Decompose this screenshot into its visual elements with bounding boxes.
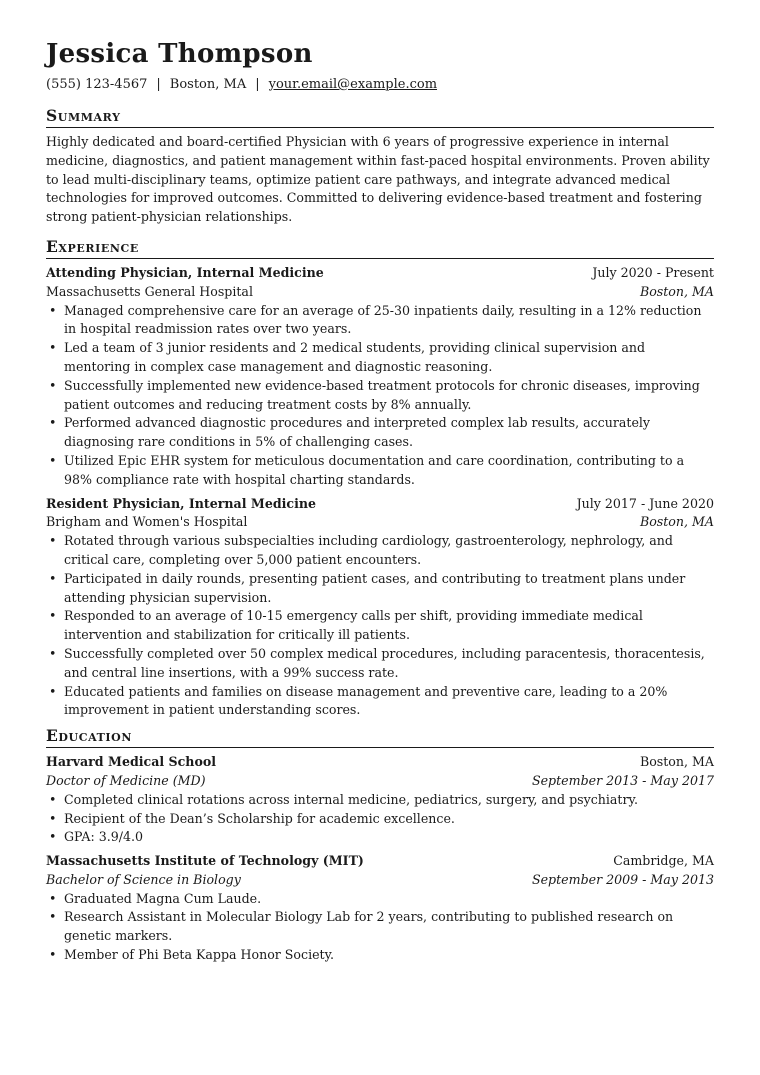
candidate-name: Jessica Thompson xyxy=(46,39,313,69)
job-position: Resident Physician, Internal Medicine xyxy=(46,495,317,511)
list-item: • GPA: 3.9/4.0 xyxy=(64,828,714,847)
education-bullets xyxy=(46,890,714,965)
list-item: • Performed advanced diagnostic procedures and interpreted complex lab results, accurately diagnosing rare conditions in 5% of challenging cases. xyxy=(64,414,714,452)
job-position: Attending Physician, Internal Medicine xyxy=(46,264,324,280)
degree-name: Doctor of Medicine (MD) xyxy=(46,772,206,788)
list-item: • Managed comprehensive care for an average of 25-30 inpatients daily, resulting in a 12% reduction in hospital readmission rates over two years. xyxy=(64,302,714,340)
degree-name: Bachelor of Science in Biology xyxy=(46,871,241,887)
experience-section xyxy=(46,237,714,720)
job-bullets xyxy=(46,532,714,720)
list-item: • Recipient of the Dean’s Scholarship for academic excellence. xyxy=(64,810,714,829)
job-dates: July 2017 - June 2020 xyxy=(576,495,714,511)
job-location: Boston, MA xyxy=(639,514,714,530)
job-employer: Brigham and Women's Hospital xyxy=(46,514,248,530)
section-title-summary: Summary xyxy=(46,106,714,128)
job-entry xyxy=(46,495,714,721)
summary-text: Highly dedicated and board-certified Physician with 6 years of progressive experience in internal medicine, diagnostics, and patient management within fast-paced hospital environments. Proven ability to lead multi-disciplinary teams, optimize patient care pathways, and integrate advanced medical technologies for improved outcomes. Committed to delivering evidence-based treatment and fostering strong patient-physician relationships. xyxy=(46,134,710,225)
job-employer: Massachusetts General Hospital xyxy=(46,283,253,299)
school-location: Boston, MA xyxy=(639,754,714,770)
contact-separator: | xyxy=(156,77,161,92)
education-section xyxy=(46,726,714,965)
location: Boston, MA xyxy=(169,77,247,92)
education-entry xyxy=(46,753,714,847)
summary-section xyxy=(46,106,714,227)
job-header xyxy=(46,264,714,283)
school-name: Harvard Medical School xyxy=(46,754,217,770)
list-item: • Responded to an average of 10-15 emergency calls per shift, providing immediate medical intervention and stabilization for critically ill patients. xyxy=(64,607,714,645)
degree-line xyxy=(46,871,714,890)
list-item: • Educated patients and families on disease management and preventive care, leading to a 20% improvement in patient understanding scores. xyxy=(64,683,714,721)
list-item: • Participated in daily rounds, presenting patient cases, and contributing to treatment plans under attending physician supervision. xyxy=(64,570,714,608)
list-item: • Led a team of 3 junior residents and 2 medical students, providing clinical supervision and mentoring in complex case management and diagnostic reasoning. xyxy=(64,339,714,377)
phone-number: (555) 123-4567 xyxy=(46,77,148,92)
contact-separator: | xyxy=(255,77,260,92)
job-entry xyxy=(46,264,714,490)
job-dates: July 2020 - Present xyxy=(592,264,714,280)
school-location: Cambridge, MA xyxy=(613,853,714,869)
job-bullets xyxy=(46,302,714,490)
list-item: • Completed clinical rotations across internal medicine, pediatrics, surgery, and psychiatry. xyxy=(64,791,714,810)
section-title-education: Education xyxy=(46,726,714,748)
list-item: • Successfully completed over 50 complex medical procedures, including paracentesis, thoracentesis, and central line insertions, with a 99% success rate. xyxy=(64,645,714,683)
list-item: • Rotated through various subspecialties including cardiology, gastroenterology, nephrology, and critical care, completing over 5,000 patient encounters. xyxy=(64,532,714,570)
school-name: Massachusetts Institute of Technology (MIT) xyxy=(46,853,364,869)
school-header xyxy=(46,852,714,871)
job-location: Boston, MA xyxy=(639,283,714,299)
job-header xyxy=(46,495,714,514)
list-item: • Member of Phi Beta Kappa Honor Society. xyxy=(64,946,714,965)
list-item: • Research Assistant in Molecular Biology Lab for 2 years, contributing to published research on genetic markers. xyxy=(64,908,714,946)
section-title-experience: Experience xyxy=(46,237,714,259)
education-bullets xyxy=(46,791,714,847)
school-header xyxy=(46,753,714,772)
education-entry xyxy=(46,852,714,965)
email-link[interactable]: your.email@example.com xyxy=(268,77,438,92)
degree-dates: September 2009 - May 2013 xyxy=(531,871,714,887)
list-item: • Successfully implemented new evidence-based treatment protocols for chronic diseases, improving patient outcomes and reducing treatment costs by 8% annually. xyxy=(64,377,714,415)
contact-line xyxy=(46,76,714,94)
job-subheader xyxy=(46,513,714,532)
list-item: • Utilized Epic EHR system for meticulous documentation and care coordination, contributing to a 98% compliance rate with hospital charting standards. xyxy=(64,452,714,490)
degree-dates: September 2013 - May 2017 xyxy=(531,772,714,788)
list-item: • Graduated Magna Cum Laude. xyxy=(64,890,714,909)
job-subheader xyxy=(46,283,714,302)
degree-line xyxy=(46,772,714,791)
